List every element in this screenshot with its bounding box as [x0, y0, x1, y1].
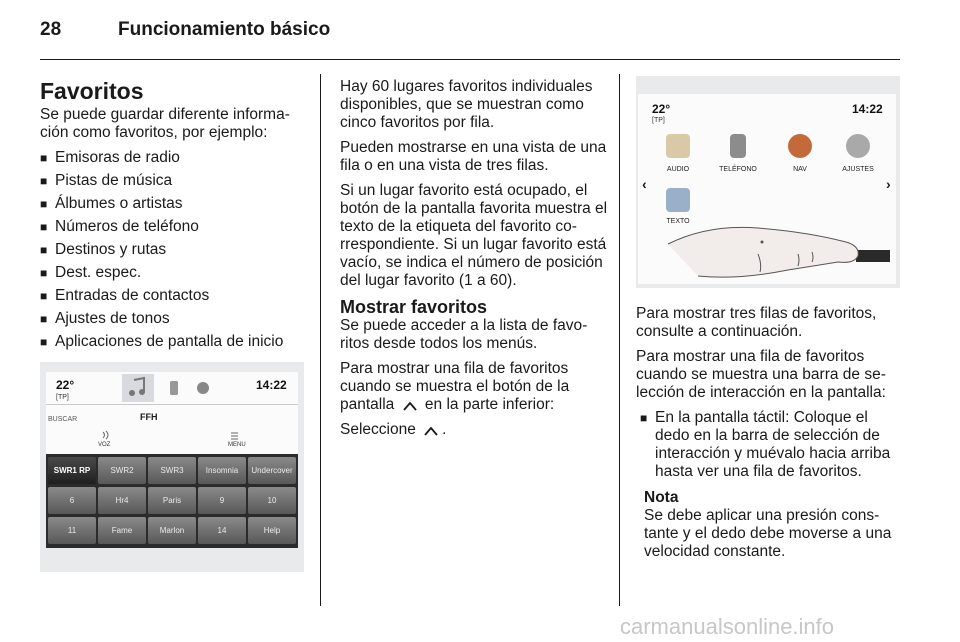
app-label[interactable]: AUDIO [666, 166, 690, 173]
note-text: Se debe aplicar una presión cons- tante y el dedo debe moverse a una velocidad constante. [644, 507, 892, 560]
paragraph: Seleccione . [340, 421, 447, 438]
clock: 14:22 [256, 378, 287, 392]
music-icon [122, 374, 154, 402]
list-item: ■ Números de teléfono [40, 218, 308, 236]
favorite-button[interactable]: Fame [98, 517, 146, 544]
chevron-up-icon [403, 401, 417, 411]
chevron-up-icon [424, 426, 438, 436]
favorites-screen-image [40, 362, 304, 572]
display-screen [46, 372, 298, 548]
column-3 [636, 305, 902, 561]
list-item: ■ En la pantalla táctil: Coloque el dedo en la barra de selección de interacción y muévalo hacia arriba hasta ver una fila de favoritos. [640, 409, 902, 481]
home-screen-image [636, 76, 900, 288]
nav-icon [196, 381, 210, 395]
favorites-grid [46, 454, 298, 548]
favorite-button[interactable]: SWR2 [98, 457, 146, 484]
tp-indicator: [TP] [56, 394, 69, 401]
column-divider-1 [320, 74, 321, 606]
column-1 [40, 78, 308, 356]
paragraph: Para mostrar tres filas de favoritos, consulte a continuación. [636, 305, 877, 340]
menu-icon[interactable] [230, 430, 240, 440]
right-arrow-icon[interactable]: › [886, 176, 891, 192]
music-tab [122, 374, 154, 402]
section-heading: Favoritos [40, 78, 144, 104]
favorite-button[interactable]: Paris [148, 487, 196, 514]
column-2 [340, 78, 608, 446]
favorite-button[interactable]: Hr4 [98, 487, 146, 514]
list-item: ■ Álbumes o artistas [40, 195, 308, 213]
page-header [40, 19, 330, 41]
tp-indicator: [TP] [652, 117, 665, 124]
favorite-button[interactable]: Insomnia [198, 457, 246, 484]
favorite-button[interactable]: 11 [48, 517, 96, 544]
display-screen [638, 94, 896, 284]
menu-label[interactable]: MENU [228, 442, 246, 448]
favorite-button[interactable]: Marlon [148, 517, 196, 544]
voice-label[interactable]: VOZ [98, 442, 111, 448]
list-item: ■ Destinos y rutas [40, 241, 308, 259]
favorite-button[interactable]: 6 [48, 487, 96, 514]
paragraph: Pueden mostrarse en una vista de una fila o en una vista de tres filas. [340, 139, 607, 174]
list-item: ■ Dest. espec. [40, 264, 308, 282]
search-side-label: BUSCAR [48, 416, 78, 423]
subheading: Mostrar favoritos [340, 297, 488, 317]
app-label[interactable]: TELÉFONO [719, 166, 757, 173]
station-name: FFH [140, 412, 158, 422]
favorite-button[interactable]: 10 [248, 487, 296, 514]
app-label[interactable]: AJUSTES [842, 166, 874, 173]
paragraph: Si un lugar favorito está ocupado, el botón de la pantalla favorita muestra el texto de la etiqueta del favorito co- rrespondiente. Si un lugar favorito está vacío, se indica el número de posición del lugar favorito (1 a 60). [340, 182, 608, 289]
page-title: Funcionamiento básico [118, 19, 331, 40]
header-rule [40, 59, 900, 60]
paragraph: Para mostrar una fila de favoritos cuando se muestra el botón de la pantalla en la parte inferior: [340, 360, 570, 413]
list-item: ■ Ajustes de tonos [40, 310, 308, 328]
favorites-examples-list [40, 149, 308, 351]
finger-swipe-illustration [638, 94, 896, 284]
favorite-button[interactable]: SWR1 RP [48, 457, 96, 484]
favorite-button[interactable]: Undercover [248, 457, 296, 484]
paragraph: Para mostrar una fila de favoritos cuando se muestra una barra de se- lección de interacción en la pantalla: [636, 348, 886, 401]
clock: 14:22 [852, 102, 883, 116]
list-item: ■ Entradas de contactos [40, 287, 308, 305]
temperature: 22° [56, 378, 75, 392]
favorite-button[interactable]: Help [248, 517, 296, 544]
intro-text: Se puede guardar diferente informa- ción como favoritos, por ejemplo: [40, 106, 290, 141]
note-box [644, 489, 902, 561]
column-divider-2 [619, 74, 620, 606]
voice-icon[interactable] [100, 430, 110, 440]
favorite-button[interactable]: 14 [198, 517, 246, 544]
instruction-list [640, 409, 902, 481]
favorite-button[interactable]: SWR3 [148, 457, 196, 484]
phone-icon [168, 380, 180, 396]
page-number: 28 [40, 19, 62, 40]
watermark: carmanualsonline.info [620, 614, 835, 639]
app-label[interactable]: NAV [793, 166, 807, 173]
favorite-button[interactable]: 9 [198, 487, 246, 514]
paragraph: Se puede acceder a la lista de favo- ritos desde todos los menús. [340, 317, 588, 352]
app-label[interactable]: TEXTO [666, 218, 690, 225]
list-item: ■ Aplicaciones de pantalla de inicio [40, 333, 308, 351]
list-item: ■ Emisoras de radio [40, 149, 308, 167]
left-arrow-icon[interactable]: ‹ [642, 176, 647, 192]
paragraph: Hay 60 lugares favoritos individuales disponibles, que se muestran como cinco favoritos por fila. [340, 78, 593, 131]
temperature: 22° [652, 102, 671, 116]
list-item: ■ Pistas de música [40, 172, 308, 190]
note-title: Nota [644, 489, 679, 506]
